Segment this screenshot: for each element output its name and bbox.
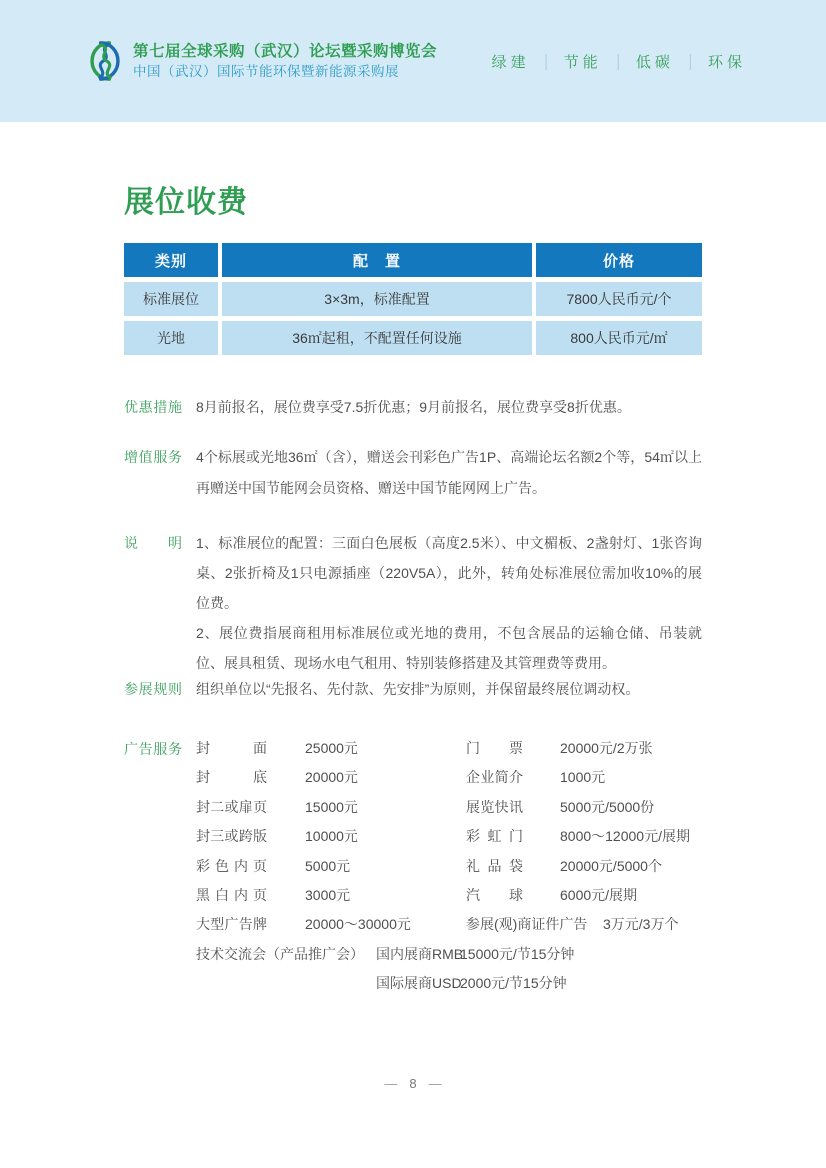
ad-item-right-label: 展览快讯 — [466, 798, 523, 815]
tag-separator: │ — [686, 53, 695, 69]
ad-item-right-label: 参展(观)商证件广告 — [466, 916, 588, 933]
ad-item-right-price: 3万元/3万个 — [603, 916, 679, 933]
ad-item-right-price: 6000元/展期 — [560, 886, 638, 903]
footer-left-dash: — — [384, 1076, 398, 1091]
ads-price-row — [196, 793, 702, 822]
ad-item-right-label: 企业简介 — [466, 769, 523, 786]
section-rules-text: 组织单位以“先报名、先付款、先安排”为原则，并保留最终展位调动权。 — [196, 681, 640, 697]
ad-item-left-label: 封面 — [196, 740, 267, 756]
fee-table-cell-price: 800人民币元/㎡ — [536, 321, 702, 355]
ad-item-left-label: 封三或跨版 — [196, 828, 267, 845]
header-tag-item — [674, 51, 746, 72]
header-titles — [133, 42, 437, 81]
ads-price-row — [196, 763, 702, 792]
ads-price-row — [196, 881, 702, 910]
tech-session-label: 技术交流会（产品推广会） — [196, 945, 364, 962]
fee-table-cell-price: 7800人民币元/个 — [536, 282, 702, 316]
section-value-added-text: 4个标展或光地36㎡（含），赠送会刊彩色广告1P、高端论坛名额2个等，54㎡以上再赠送中国节能网会员资格、赠送中国节能网网上广告。 — [196, 449, 702, 496]
section-discount-text: 8月前报名，展位费享受7.5折优惠；9月前报名，展位费享受8折优惠。 — [196, 399, 631, 415]
ad-item-left-price: 20000元 — [305, 769, 358, 786]
note-item-number: 2、 — [196, 625, 220, 641]
ads-price-row — [196, 822, 702, 851]
header-tag-item — [492, 51, 530, 72]
page-title: 展位收费 — [124, 186, 248, 219]
tech-session-international-price: 2000元/节15分钟 — [460, 975, 567, 992]
fee-table-header-cell: 类别 — [124, 243, 218, 277]
fee-table-header-cell: 价格 — [536, 243, 702, 277]
tag-separator: │ — [614, 53, 623, 69]
header-tag-item — [602, 51, 674, 72]
ad-item-left-price: 3000元 — [305, 886, 351, 903]
header-title-line1: 第七届全球采购（武汉）论坛暨采购博览会 — [133, 42, 438, 60]
ads-tech-session-row — [196, 940, 702, 969]
header-tag-label: 绿建 — [491, 53, 530, 71]
ad-item-right-label: 彩虹门 — [466, 828, 523, 845]
header-tag-item — [530, 51, 602, 72]
fee-table-cell-category: 光地 — [124, 321, 218, 355]
fee-table-cell-configuration: 36㎡起租，不配置任何设施 — [222, 321, 532, 355]
section-notes-items — [196, 528, 702, 678]
ad-item-right-price: 20000元/2万张 — [560, 740, 653, 756]
ad-item-left-label: 封二或扉页 — [196, 798, 267, 815]
note-item — [196, 528, 702, 618]
section-notes-label: 说明 — [124, 535, 182, 551]
expo-logo-icon — [86, 40, 124, 82]
header-tag-label: 节能 — [563, 53, 602, 71]
ad-item-left-price: 5000元 — [305, 857, 351, 874]
ad-item-right-label: 汽球 — [466, 886, 523, 903]
ad-item-left-label: 彩色内页 — [196, 857, 267, 874]
header-tags — [492, 51, 746, 72]
tech-session-international-label: 国际展商USD — [376, 975, 462, 992]
header-band — [0, 0, 826, 122]
ad-item-right-label: 礼品袋 — [466, 857, 523, 874]
ad-item-left-price: 20000～30000元 — [305, 916, 411, 933]
ads-price-row — [196, 852, 702, 881]
ad-item-right-price: 5000元/5000份 — [560, 798, 655, 815]
header-tag-label: 环保 — [707, 53, 746, 71]
fee-table-cell-configuration: 3×3m，标准配置 — [222, 282, 532, 316]
header-tag-label: 低碳 — [635, 53, 674, 71]
header-title-line2: 中国（武汉）国际节能环保暨新能源采购展 — [133, 63, 399, 79]
ad-item-right-price: 1000元 — [560, 769, 606, 786]
tag-separator: │ — [542, 53, 551, 69]
page-footer — [0, 1076, 826, 1091]
section-rules-label: 参展规则 — [124, 681, 182, 697]
ads-price-list — [196, 734, 702, 999]
note-item-number: 1、 — [196, 535, 219, 551]
brand-block — [86, 40, 437, 82]
section-ads-label: 广告服务 — [124, 741, 182, 757]
footer-page-number: 8 — [409, 1076, 417, 1091]
ad-item-left-label: 黑白内页 — [196, 886, 267, 903]
fee-table-header-cell: 配 置 — [222, 243, 532, 277]
ads-price-row — [196, 734, 702, 763]
ad-item-left-label: 封底 — [196, 769, 267, 786]
tech-session-domestic-label: 国内展商RMB — [376, 945, 464, 962]
note-item-text: 标准展位的配置：三面白色展板（高度2.5米）、中文楣板、2盏射灯、1张咨询桌、2张折椅及1只电源插座（220V5A），此外，转角处标准展位需加收10%的展位费。 — [196, 535, 702, 611]
ads-tech-session-row — [196, 969, 702, 998]
section-value-added-label: 增值服务 — [124, 449, 182, 465]
footer-right-dash: — — [428, 1076, 442, 1091]
note-item — [196, 618, 702, 678]
section-discount-label: 优惠措施 — [124, 399, 182, 415]
fee-table — [124, 243, 702, 355]
fee-table-cell-category: 标准展位 — [124, 282, 218, 316]
tech-session-domestic-price: 15000元/节15分钟 — [460, 945, 575, 962]
ad-item-right-label: 门票 — [466, 740, 523, 756]
ad-item-left-label: 大型广告牌 — [196, 916, 267, 933]
ad-item-right-price: 20000元/5000个 — [560, 857, 662, 874]
ad-item-left-price: 15000元 — [305, 798, 358, 815]
ad-item-left-price: 25000元 — [305, 740, 358, 756]
ads-price-row — [196, 910, 702, 939]
ad-item-left-price: 10000元 — [305, 828, 358, 845]
note-item-text: 展位费指展商租用标准展位或光地的费用，不包含展品的运输仓储、吊装就位、展具租赁、现场水电气租用、特别装修搭建及其管理费等费用。 — [196, 625, 702, 671]
ad-item-right-price: 8000～12000元/展期 — [560, 828, 690, 845]
